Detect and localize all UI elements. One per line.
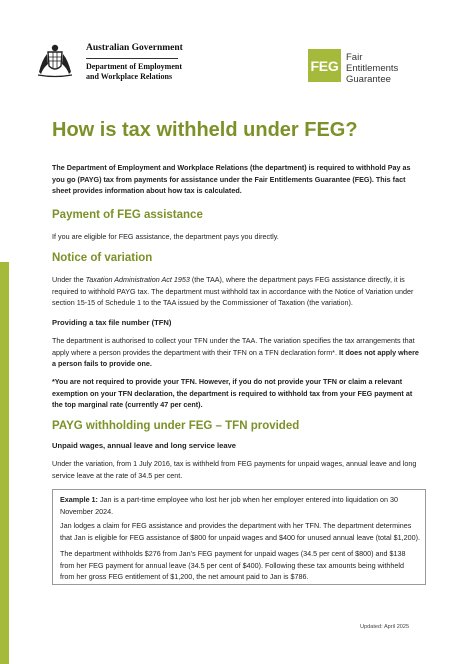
page-header	[0, 0, 469, 110]
page-title: How is tax withheld under FEG?	[52, 119, 358, 141]
tfn-note-paragraph: *You are not required to provide your TFN. However, if you do not provide your TFN or claim a relevant exemption on your TFN declaration, the department is required to withhold tax from your FEG payment at the top marginal rate (currently 47 per cent).	[52, 377, 413, 410]
department-line-2: and Workplace Relations	[86, 72, 173, 81]
department-name	[86, 62, 236, 82]
variation-paragraph	[52, 274, 424, 309]
department-line-1: Department of Employment	[86, 62, 182, 71]
heading-payment: Payment of FEG assistance	[52, 209, 203, 221]
feg-line-3: Guarantee	[346, 74, 391, 85]
variation-text-end: (the TAA), where the department pays FEG assistance directly, it is required to withhold PAYG tax. The department must withhold tax in accordance with the Notice of Variation under section 15-15 of Schedule 1 to the TAA issued by the Commissioner of Taxation (the variation).	[52, 275, 414, 308]
heading-variation: Notice of variation	[52, 252, 153, 264]
payment-paragraph: If you are eligible for FEG assistance, the department pays you directly.	[52, 232, 279, 241]
payg-paragraph: Under the variation, from 1 July 2016, tax is withheld from FEG payments for unpaid wages, annual leave and long service leave at the rate of 34.5 per cent.	[52, 459, 417, 480]
feg-line-2: Entitlements	[346, 63, 399, 74]
example-line-2: Jan lodges a claim for FEG assistance and provides the department with her TFN. The department determines that Jan is eligible for FEG assistance of $800 for unpaid wages and $400 for unused annual leave (total $1,200).	[60, 521, 421, 542]
side-accent-bar	[0, 262, 9, 664]
government-name: Australian Government	[86, 43, 183, 53]
tfn-text-bold: It does not apply where a person fails to provide one.	[52, 347, 419, 369]
updated-date: Updated: April 2025	[360, 624, 410, 630]
government-divider	[86, 58, 178, 59]
coat-of-arms-icon	[36, 42, 74, 78]
feg-logo-badge: FEG	[308, 49, 341, 82]
example-line-3: The department withholds $276 from Jan’s FEG payment for unpaid wages (34.5 per cent of $800) and $138 from her FEG payment for annual leave (34.5 per cent of $400). Following these tax amounts being withheld from her gross FEG entitlement of $1,200, the net amount paid to Jan is $786.	[60, 549, 406, 582]
example-label: Example 1:	[60, 495, 98, 504]
variation-act-name: Taxation Administration Act 1953	[85, 275, 190, 284]
tfn-text: The department is authorised to collect your TFN under the TAA. The variation specifies the tax arrangements that apply where a person provides the department with their TFN on a TFN declaration form*.	[52, 336, 415, 357]
heading-tfn: Providing a tax file number (TFN)	[52, 318, 172, 327]
example-box	[52, 489, 426, 585]
feg-line-1: Fair	[346, 52, 363, 63]
feg-logo-text	[346, 52, 398, 85]
heading-payg: PAYG withholding under FEG – TFN provided	[52, 420, 300, 432]
tfn-paragraph	[52, 335, 424, 370]
subheading-unpaid-wages: Unpaid wages, annual leave and long service leave	[52, 441, 237, 450]
example-text-1: Jan is a part-time employee who lost her job when her employer entered into liquidation on 30 November 2024.	[60, 495, 399, 516]
intro-paragraph: The Department of Employment and Workplace Relations (the department) is required to withhold Pay as you go (PAYG) tax from payments for assistance under the Fair Entitlements Guarantee (FEG). This fact sheet provides information about how tax is calculated.	[52, 163, 411, 196]
example-line-1	[60, 494, 420, 517]
variation-text-start: Under the	[52, 275, 86, 284]
